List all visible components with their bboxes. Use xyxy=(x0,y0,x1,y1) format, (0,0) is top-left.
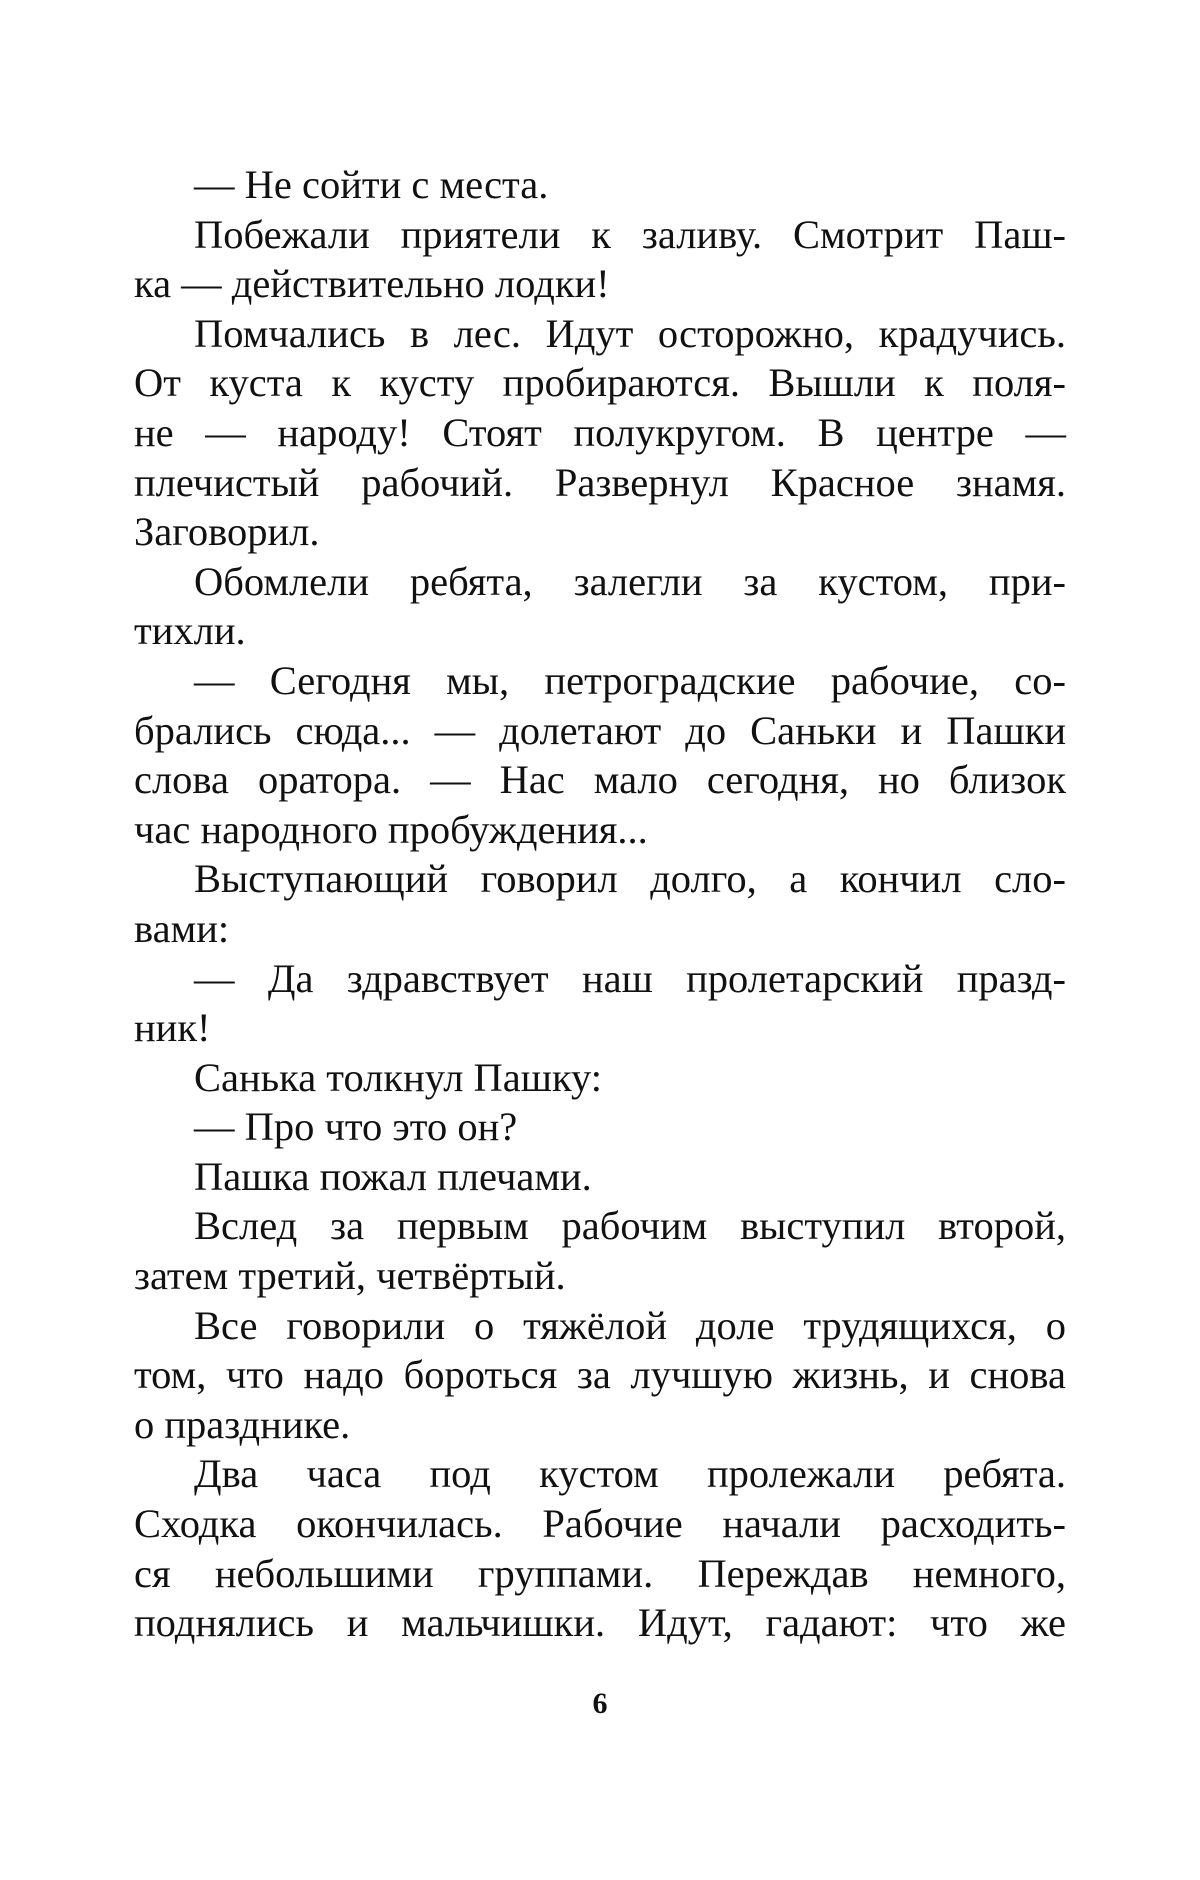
text-line: — Про что это он? xyxy=(194,1104,518,1150)
text-line: — Не сойти с места. xyxy=(194,162,549,207)
text-line: Побежали приятели к заливу. Смотрит Паш- xyxy=(194,211,1066,257)
text-line: Сходка окончилась. Рабочие начали расходить- xyxy=(134,1501,1066,1547)
text-line: Выступающий говорил долго, а кончил сло- xyxy=(194,856,1066,902)
text-line: брались сюда... — долетают до Саньки и Пашки xyxy=(134,707,1066,753)
text-line: Заговорил. xyxy=(134,509,320,555)
text-line: Два часа под кустом пролежали ребята. xyxy=(194,1451,1066,1497)
text-line: Санька толкнул Пашку: xyxy=(194,1054,603,1100)
text-line: — Да здравствует наш пролетарский празд- xyxy=(194,955,1066,1001)
text-line: ка — действительно лодки! xyxy=(134,261,610,307)
text-line: том, что надо бороться за лучшую жизнь, и снова xyxy=(134,1352,1066,1398)
text-line: — Сегодня мы, петроградские рабочие, со- xyxy=(194,657,1066,703)
text-line: Обомлели ребята, залегли за кустом, при- xyxy=(194,558,1066,604)
text-line: Пашка пожал плечами. xyxy=(194,1153,592,1199)
text-line: плечистый рабочий. Развернул Красное знамя. xyxy=(134,459,1066,505)
text-line: поднялись и мальчишки. Идут, гадают: что же xyxy=(134,1600,1066,1646)
text-line: Все говорили о тяжёлой доле трудящихся, о xyxy=(194,1302,1066,1348)
text-line: о празднике. xyxy=(134,1401,351,1447)
text-line: Вслед за первым рабочим выступил второй, xyxy=(194,1203,1066,1249)
text-line: час народного пробуждения... xyxy=(134,806,648,852)
page-number: 6 xyxy=(592,1687,608,1720)
text-line: Помчались в лес. Идут осторожно, крадучись. xyxy=(194,310,1066,356)
text-line: не — народу! Стоят полукругом. В центре — xyxy=(134,409,1066,455)
text-line: слова оратора. — Нас мало сегодня, но близок xyxy=(134,757,1066,803)
text-line: затем третий, четвёртый. xyxy=(134,1253,566,1299)
text-line: ся небольшими группами. Переждав немного, xyxy=(134,1550,1066,1596)
text-line: От куста к кусту пробираются. Вышли к поля- xyxy=(134,360,1066,406)
text-line: тихли. xyxy=(134,608,246,654)
text-line: ник! xyxy=(134,1005,211,1051)
text-body xyxy=(134,160,1066,1648)
text-line: вами: xyxy=(134,905,230,951)
